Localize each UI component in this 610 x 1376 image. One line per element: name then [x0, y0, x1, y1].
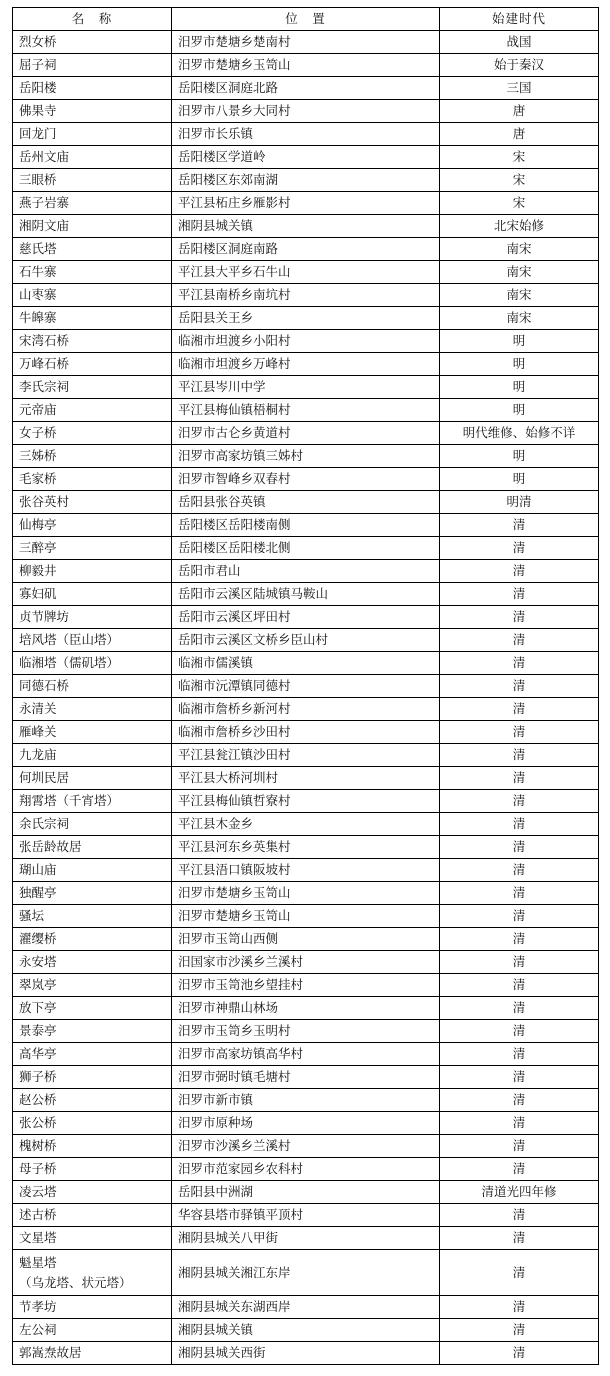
- site-location-cell: 临湘市詹桥乡新河村: [172, 698, 440, 721]
- site-name: 仙梅亭: [19, 517, 57, 532]
- site-era-cell: 清: [440, 675, 599, 698]
- site-location-cell: 岳阳市云溪区陆城镇马鞍山: [172, 583, 440, 606]
- table-row: [13, 1204, 599, 1227]
- site-location-cell: 岳阳楼区岳阳楼北侧: [172, 537, 440, 560]
- site-name: 放下亭: [19, 1000, 57, 1015]
- table-row: [13, 905, 599, 928]
- site-location-cell: 临湘市詹桥乡沙田村: [172, 721, 440, 744]
- site-era-cell: 清: [440, 744, 599, 767]
- site-location-cell: 平江县梅仙镇梧桐村: [172, 399, 440, 422]
- site-era-cell: 清: [440, 813, 599, 836]
- site-name: 张谷英村: [19, 494, 70, 509]
- site-name-cell: [13, 1066, 172, 1089]
- site-name-cell: [13, 238, 172, 261]
- site-era-cell: 清: [440, 1135, 599, 1158]
- site-location-cell: 平江县瓮江镇沙田村: [172, 744, 440, 767]
- site-name-cell: [13, 376, 172, 399]
- site-era-cell: 明清: [440, 491, 599, 514]
- column-header-name: 名 称: [13, 8, 172, 31]
- site-era-cell: 清: [440, 974, 599, 997]
- table-row: [13, 192, 599, 215]
- site-era-cell: 明: [440, 353, 599, 376]
- site-name-cell: [13, 629, 172, 652]
- site-name-cell: [13, 790, 172, 813]
- site-name: 骚坛: [19, 908, 45, 923]
- site-name: 三醉亭: [19, 540, 57, 555]
- column-header-location: 位 置: [172, 8, 440, 31]
- site-location-cell: 岳阳县中洲湖: [172, 1181, 440, 1204]
- site-era-cell: 明: [440, 445, 599, 468]
- site-name-cell: [13, 261, 172, 284]
- site-name: 佛果寺: [19, 103, 57, 118]
- site-name-cell: [13, 468, 172, 491]
- table-row: [13, 1020, 599, 1043]
- site-name: 瑚山庙: [19, 862, 57, 877]
- site-name-cell: [13, 330, 172, 353]
- site-era-cell: 清: [440, 1227, 599, 1250]
- site-location-cell: 汨罗市智峰乡双春村: [172, 468, 440, 491]
- site-location-cell: 湘阴县城关东湖西岸: [172, 1296, 440, 1319]
- site-name: 回龙门: [19, 126, 57, 141]
- site-name-cell: [13, 146, 172, 169]
- site-location-cell: 平江县柘庄乡雁影村: [172, 192, 440, 215]
- site-name-cell: [13, 1181, 172, 1204]
- site-name: 李氏宗祠: [19, 379, 70, 394]
- site-name: 文星塔: [19, 1230, 57, 1245]
- table-row: [13, 514, 599, 537]
- site-name: 张岳龄故居: [19, 839, 82, 854]
- table-row: [13, 77, 599, 100]
- site-name-cell: [13, 1250, 172, 1296]
- site-location-cell: 岳阳市云溪区坪田村: [172, 606, 440, 629]
- site-era-cell: 清: [440, 836, 599, 859]
- table-row: [13, 537, 599, 560]
- site-location-cell: 平江县梅仙镇哲寮村: [172, 790, 440, 813]
- site-name: 三眼桥: [19, 172, 57, 187]
- site-location-cell: 华容县塔市驿镇平顶村: [172, 1204, 440, 1227]
- site-name-cell: [13, 882, 172, 905]
- site-name-cell: [13, 997, 172, 1020]
- site-era-cell: 清: [440, 1020, 599, 1043]
- site-name-cell: [13, 1296, 172, 1319]
- site-name-cell: [13, 1204, 172, 1227]
- site-era-cell: 清: [440, 1112, 599, 1135]
- site-name-cell: [13, 399, 172, 422]
- site-location-cell: 汨罗市原种场: [172, 1112, 440, 1135]
- site-name-cell: [13, 31, 172, 54]
- site-era-cell: 唐: [440, 100, 599, 123]
- site-era-cell: 战国: [440, 31, 599, 54]
- site-era-cell: 清: [440, 1204, 599, 1227]
- site-name-cell: [13, 560, 172, 583]
- table-row: [13, 560, 599, 583]
- site-era-cell: 南宋: [440, 261, 599, 284]
- site-name: 述古桥: [19, 1207, 57, 1222]
- site-name-cell: [13, 1135, 172, 1158]
- site-era-cell: 清: [440, 1089, 599, 1112]
- site-name: 元帝庙: [19, 402, 57, 417]
- table-row: [13, 606, 599, 629]
- column-header-era: 始建时代: [440, 8, 599, 31]
- site-name: 母子桥: [19, 1161, 57, 1176]
- site-location-cell: 岳阳市云溪区文桥乡臣山村: [172, 629, 440, 652]
- site-location-cell: 汨国家市沙溪乡兰溪村: [172, 951, 440, 974]
- table-row: [13, 721, 599, 744]
- site-location-cell: 岳阳楼区东郊南湖: [172, 169, 440, 192]
- site-name: 槐树桥: [19, 1138, 57, 1153]
- site-name-cell: [13, 1089, 172, 1112]
- site-era-cell: 清: [440, 1250, 599, 1296]
- table-row: [13, 583, 599, 606]
- table-row: [13, 123, 599, 146]
- site-name: 宋湾石桥: [19, 333, 70, 348]
- site-name-cell: [13, 1043, 172, 1066]
- site-name-cell: [13, 215, 172, 238]
- site-name: 万峰石桥: [19, 356, 70, 371]
- site-name-cell: [13, 307, 172, 330]
- site-name: 雁峰关: [19, 724, 57, 739]
- table-row: [13, 698, 599, 721]
- site-era-cell: 清: [440, 882, 599, 905]
- site-name-cell: [13, 192, 172, 215]
- site-location-cell: 临湘市坦渡乡小阳村: [172, 330, 440, 353]
- site-location-cell: 平江县岑川中学: [172, 376, 440, 399]
- table-row: [13, 1181, 599, 1204]
- site-era-cell: 清: [440, 721, 599, 744]
- site-name: 魁星塔: [19, 1254, 57, 1270]
- table-row: [13, 307, 599, 330]
- site-era-cell: 明: [440, 330, 599, 353]
- site-era-cell: 清: [440, 1319, 599, 1342]
- site-name: 慈氏塔: [19, 241, 57, 256]
- site-location-cell: 汨罗市楚塘乡玉笥山: [172, 882, 440, 905]
- site-location-cell: 岳阳县关王乡: [172, 307, 440, 330]
- site-location-cell: 汨罗市神鼎山林场: [172, 997, 440, 1020]
- site-name: 山枣寨: [19, 287, 57, 302]
- site-name: 左公祠: [19, 1322, 57, 1337]
- site-era-cell: 清: [440, 629, 599, 652]
- site-name: 翔霄塔（千宵塔）: [19, 793, 120, 808]
- table-row: [13, 238, 599, 261]
- table-body: [13, 31, 599, 1365]
- site-era-cell: 明代维修、始修不详: [440, 422, 599, 445]
- site-name-cell: [13, 123, 172, 146]
- site-location-cell: 岳阳楼区洞庭北路: [172, 77, 440, 100]
- site-location-cell: 汨罗市楚塘乡玉笥山: [172, 905, 440, 928]
- site-name: 寡妇矶: [19, 586, 57, 601]
- site-name: 高华亭: [19, 1046, 57, 1061]
- site-era-cell: 宋: [440, 192, 599, 215]
- site-era-cell: 宋: [440, 146, 599, 169]
- site-location-cell: 临湘市坦渡乡万峰村: [172, 353, 440, 376]
- table-row: [13, 399, 599, 422]
- table-row: [13, 767, 599, 790]
- site-name-cell: [13, 905, 172, 928]
- site-location-cell: 汨罗市玉笥乡玉明村: [172, 1020, 440, 1043]
- site-name-cell: [13, 353, 172, 376]
- site-name-cell: [13, 54, 172, 77]
- site-name-cell: [13, 100, 172, 123]
- site-name: 岳阳楼: [19, 80, 57, 95]
- site-location-cell: 汨罗市范家园乡农科村: [172, 1158, 440, 1181]
- table-row: [13, 353, 599, 376]
- table-row: [13, 1227, 599, 1250]
- table-row: [13, 1296, 599, 1319]
- table-row: [13, 1158, 599, 1181]
- site-name-cell: [13, 836, 172, 859]
- site-name-cell: [13, 813, 172, 836]
- site-location-cell: 汨罗市玉笥山西侧: [172, 928, 440, 951]
- table-row: [13, 330, 599, 353]
- site-era-cell: 清: [440, 537, 599, 560]
- site-name-cell: [13, 422, 172, 445]
- site-location-cell: 平江县河东乡英集村: [172, 836, 440, 859]
- table-row: [13, 1112, 599, 1135]
- site-location-cell: 汨罗市八景乡大同村: [172, 100, 440, 123]
- site-era-cell: 北宋始修: [440, 215, 599, 238]
- site-era-cell: 明: [440, 376, 599, 399]
- site-name-cell: [13, 675, 172, 698]
- table-row: [13, 1043, 599, 1066]
- site-name-cell: [13, 1342, 172, 1365]
- site-name-cell: [13, 1158, 172, 1181]
- site-name-cell: [13, 77, 172, 100]
- site-name: 凌云塔: [19, 1184, 57, 1199]
- table-row: [13, 261, 599, 284]
- site-name-cell: [13, 606, 172, 629]
- site-name: 屈子祠: [19, 57, 57, 72]
- site-location-cell: 湘阴县城关湘江东岸: [172, 1250, 440, 1296]
- site-era-cell: 清: [440, 1342, 599, 1365]
- site-name: 岳州文庙: [19, 149, 70, 164]
- site-era-cell: 清: [440, 905, 599, 928]
- site-era-cell: 南宋: [440, 307, 599, 330]
- site-era-cell: 清: [440, 790, 599, 813]
- table-row: [13, 422, 599, 445]
- site-era-cell: 清: [440, 560, 599, 583]
- site-era-cell: 清: [440, 859, 599, 882]
- site-location-cell: 临湘市儒溪镇: [172, 652, 440, 675]
- table-row: [13, 928, 599, 951]
- table-row: [13, 491, 599, 514]
- site-name-cell: [13, 583, 172, 606]
- site-era-cell: 三国: [440, 77, 599, 100]
- site-name-cell: [13, 744, 172, 767]
- site-era-cell: 清: [440, 1043, 599, 1066]
- site-location-cell: 湘阴县城关西街: [172, 1342, 440, 1365]
- site-name: 石牛寨: [19, 264, 57, 279]
- site-era-cell: 清: [440, 767, 599, 790]
- site-name: 同德石桥: [19, 678, 70, 693]
- site-name: 贞节牌坊: [19, 609, 70, 624]
- site-name-cell: [13, 491, 172, 514]
- site-name: 牛皞寨: [19, 310, 57, 325]
- table-row: [13, 1250, 599, 1296]
- table-row: [13, 376, 599, 399]
- site-location-cell: 平江县大桥河圳村: [172, 767, 440, 790]
- site-name-cell: [13, 445, 172, 468]
- site-era-cell: 南宋: [440, 284, 599, 307]
- site-name: 赵公桥: [19, 1092, 57, 1107]
- site-location-cell: 汨罗市玉笥池乡望挂村: [172, 974, 440, 997]
- table-row: [13, 1319, 599, 1342]
- site-name-cell: [13, 928, 172, 951]
- site-name-cell: [13, 1112, 172, 1135]
- table-row: [13, 169, 599, 192]
- site-location-cell: 平江县大平乡石牛山: [172, 261, 440, 284]
- heritage-sites-table: [12, 7, 599, 1365]
- site-name: 女子桥: [19, 425, 57, 440]
- site-location-cell: 平江县浯口镇阪坡村: [172, 859, 440, 882]
- table-row: [13, 629, 599, 652]
- site-name-cell: [13, 1020, 172, 1043]
- site-name-cell: [13, 537, 172, 560]
- site-name: 毛家桥: [19, 471, 57, 486]
- site-location-cell: 汨罗市楚塘乡楚南村: [172, 31, 440, 54]
- table-row: [13, 997, 599, 1020]
- table-row: [13, 1342, 599, 1365]
- site-era-cell: 始于秦汉: [440, 54, 599, 77]
- site-era-cell: 宋: [440, 169, 599, 192]
- site-era-cell: 明: [440, 468, 599, 491]
- site-location-cell: 汨罗市古仑乡黄道村: [172, 422, 440, 445]
- table-row: [13, 100, 599, 123]
- table-row: [13, 652, 599, 675]
- table-header-row: [13, 8, 599, 31]
- site-location-cell: 汨罗市弼时镇毛塘村: [172, 1066, 440, 1089]
- site-location-cell: 湘阴县城关镇: [172, 215, 440, 238]
- site-name: 永清关: [19, 701, 57, 716]
- site-era-cell: 清: [440, 583, 599, 606]
- site-location-cell: 岳阳楼区学道岭: [172, 146, 440, 169]
- site-name: 狮子桥: [19, 1069, 57, 1084]
- site-era-cell: 明: [440, 399, 599, 422]
- site-name: 郭嵩焘故居: [19, 1345, 82, 1360]
- site-era-cell: 清: [440, 652, 599, 675]
- site-name: 临湘塔（儒矶塔）: [19, 655, 120, 670]
- table-row: [13, 31, 599, 54]
- table-row: [13, 54, 599, 77]
- site-name: 独醒亭: [19, 885, 57, 900]
- site-era-cell: 清: [440, 997, 599, 1020]
- site-name-cell: [13, 1319, 172, 1342]
- site-name-cell: [13, 1227, 172, 1250]
- site-location-cell: 湘阴县城关八甲街: [172, 1227, 440, 1250]
- site-location-cell: 汨罗市楚塘乡玉笥山: [172, 54, 440, 77]
- site-location-cell: 临湘市沅潭镇同德村: [172, 675, 440, 698]
- site-era-cell: 清道光四年修: [440, 1181, 599, 1204]
- table-row: [13, 836, 599, 859]
- site-era-cell: 清: [440, 1066, 599, 1089]
- table-row: [13, 882, 599, 905]
- site-location-cell: 平江县木金乡: [172, 813, 440, 836]
- table-row: [13, 790, 599, 813]
- table-row: [13, 744, 599, 767]
- site-name: 何圳民居: [19, 770, 70, 785]
- table-row: [13, 468, 599, 491]
- site-era-cell: 清: [440, 928, 599, 951]
- site-era-cell: 唐: [440, 123, 599, 146]
- site-name: 三姊桥: [19, 448, 57, 463]
- site-name-cell: [13, 767, 172, 790]
- site-name: 景泰亭: [19, 1023, 57, 1038]
- site-location-cell: 汨罗市高家坊镇高华村: [172, 1043, 440, 1066]
- site-name: 翠岚亭: [19, 977, 57, 992]
- table-row: [13, 445, 599, 468]
- site-era-cell: 清: [440, 1296, 599, 1319]
- table-row: [13, 859, 599, 882]
- site-era-cell: 清: [440, 698, 599, 721]
- site-location-cell: 平江县南桥乡南坑村: [172, 284, 440, 307]
- site-location-cell: 汨罗市长乐镇: [172, 123, 440, 146]
- site-location-cell: 汨罗市新市镇: [172, 1089, 440, 1112]
- site-location-cell: 岳阳县张谷英镇: [172, 491, 440, 514]
- site-name-cell: [13, 951, 172, 974]
- site-name-cell: [13, 698, 172, 721]
- site-location-cell: 湘阴县城关镇: [172, 1319, 440, 1342]
- site-name-cell: [13, 652, 172, 675]
- site-name: 节孝坊: [19, 1299, 57, 1314]
- site-location-cell: 汨罗市沙溪乡兰溪村: [172, 1135, 440, 1158]
- site-era-cell: 清: [440, 514, 599, 537]
- site-name: 烈女桥: [19, 34, 57, 49]
- table-row: [13, 1066, 599, 1089]
- site-name: 九龙庙: [19, 747, 57, 762]
- site-location-cell: 岳阳市君山: [172, 560, 440, 583]
- site-name-cell: [13, 721, 172, 744]
- site-name: 湘阴文庙: [19, 218, 70, 233]
- site-name: 培风塔（臣山塔）: [19, 632, 120, 647]
- site-location-cell: 岳阳楼区洞庭南路: [172, 238, 440, 261]
- site-name-alias: （乌龙塔、状元塔）: [19, 1274, 132, 1290]
- site-name: 张公桥: [19, 1115, 57, 1130]
- site-name-cell: [13, 974, 172, 997]
- table-row: [13, 284, 599, 307]
- site-name: 柳毅井: [19, 563, 57, 578]
- site-name-cell: [13, 514, 172, 537]
- site-era-cell: 清: [440, 606, 599, 629]
- site-name: 濯缨桥: [19, 931, 57, 946]
- site-location-cell: 汨罗市高家坊镇三姊村: [172, 445, 440, 468]
- site-era-cell: 南宋: [440, 238, 599, 261]
- site-era-cell: 清: [440, 1158, 599, 1181]
- site-name-cell: [13, 859, 172, 882]
- site-name: 燕子岩寨: [19, 195, 70, 210]
- table-row: [13, 813, 599, 836]
- table-row: [13, 675, 599, 698]
- site-name: 余氏宗祠: [19, 816, 70, 831]
- site-name-cell: [13, 169, 172, 192]
- table-row: [13, 974, 599, 997]
- table-row: [13, 146, 599, 169]
- table-row: [13, 1135, 599, 1158]
- site-location-cell: 岳阳楼区岳阳楼南侧: [172, 514, 440, 537]
- table-row: [13, 951, 599, 974]
- site-name: 永安塔: [19, 954, 57, 969]
- site-name-cell: [13, 284, 172, 307]
- table-row: [13, 1089, 599, 1112]
- site-era-cell: 清: [440, 951, 599, 974]
- table-row: [13, 215, 599, 238]
